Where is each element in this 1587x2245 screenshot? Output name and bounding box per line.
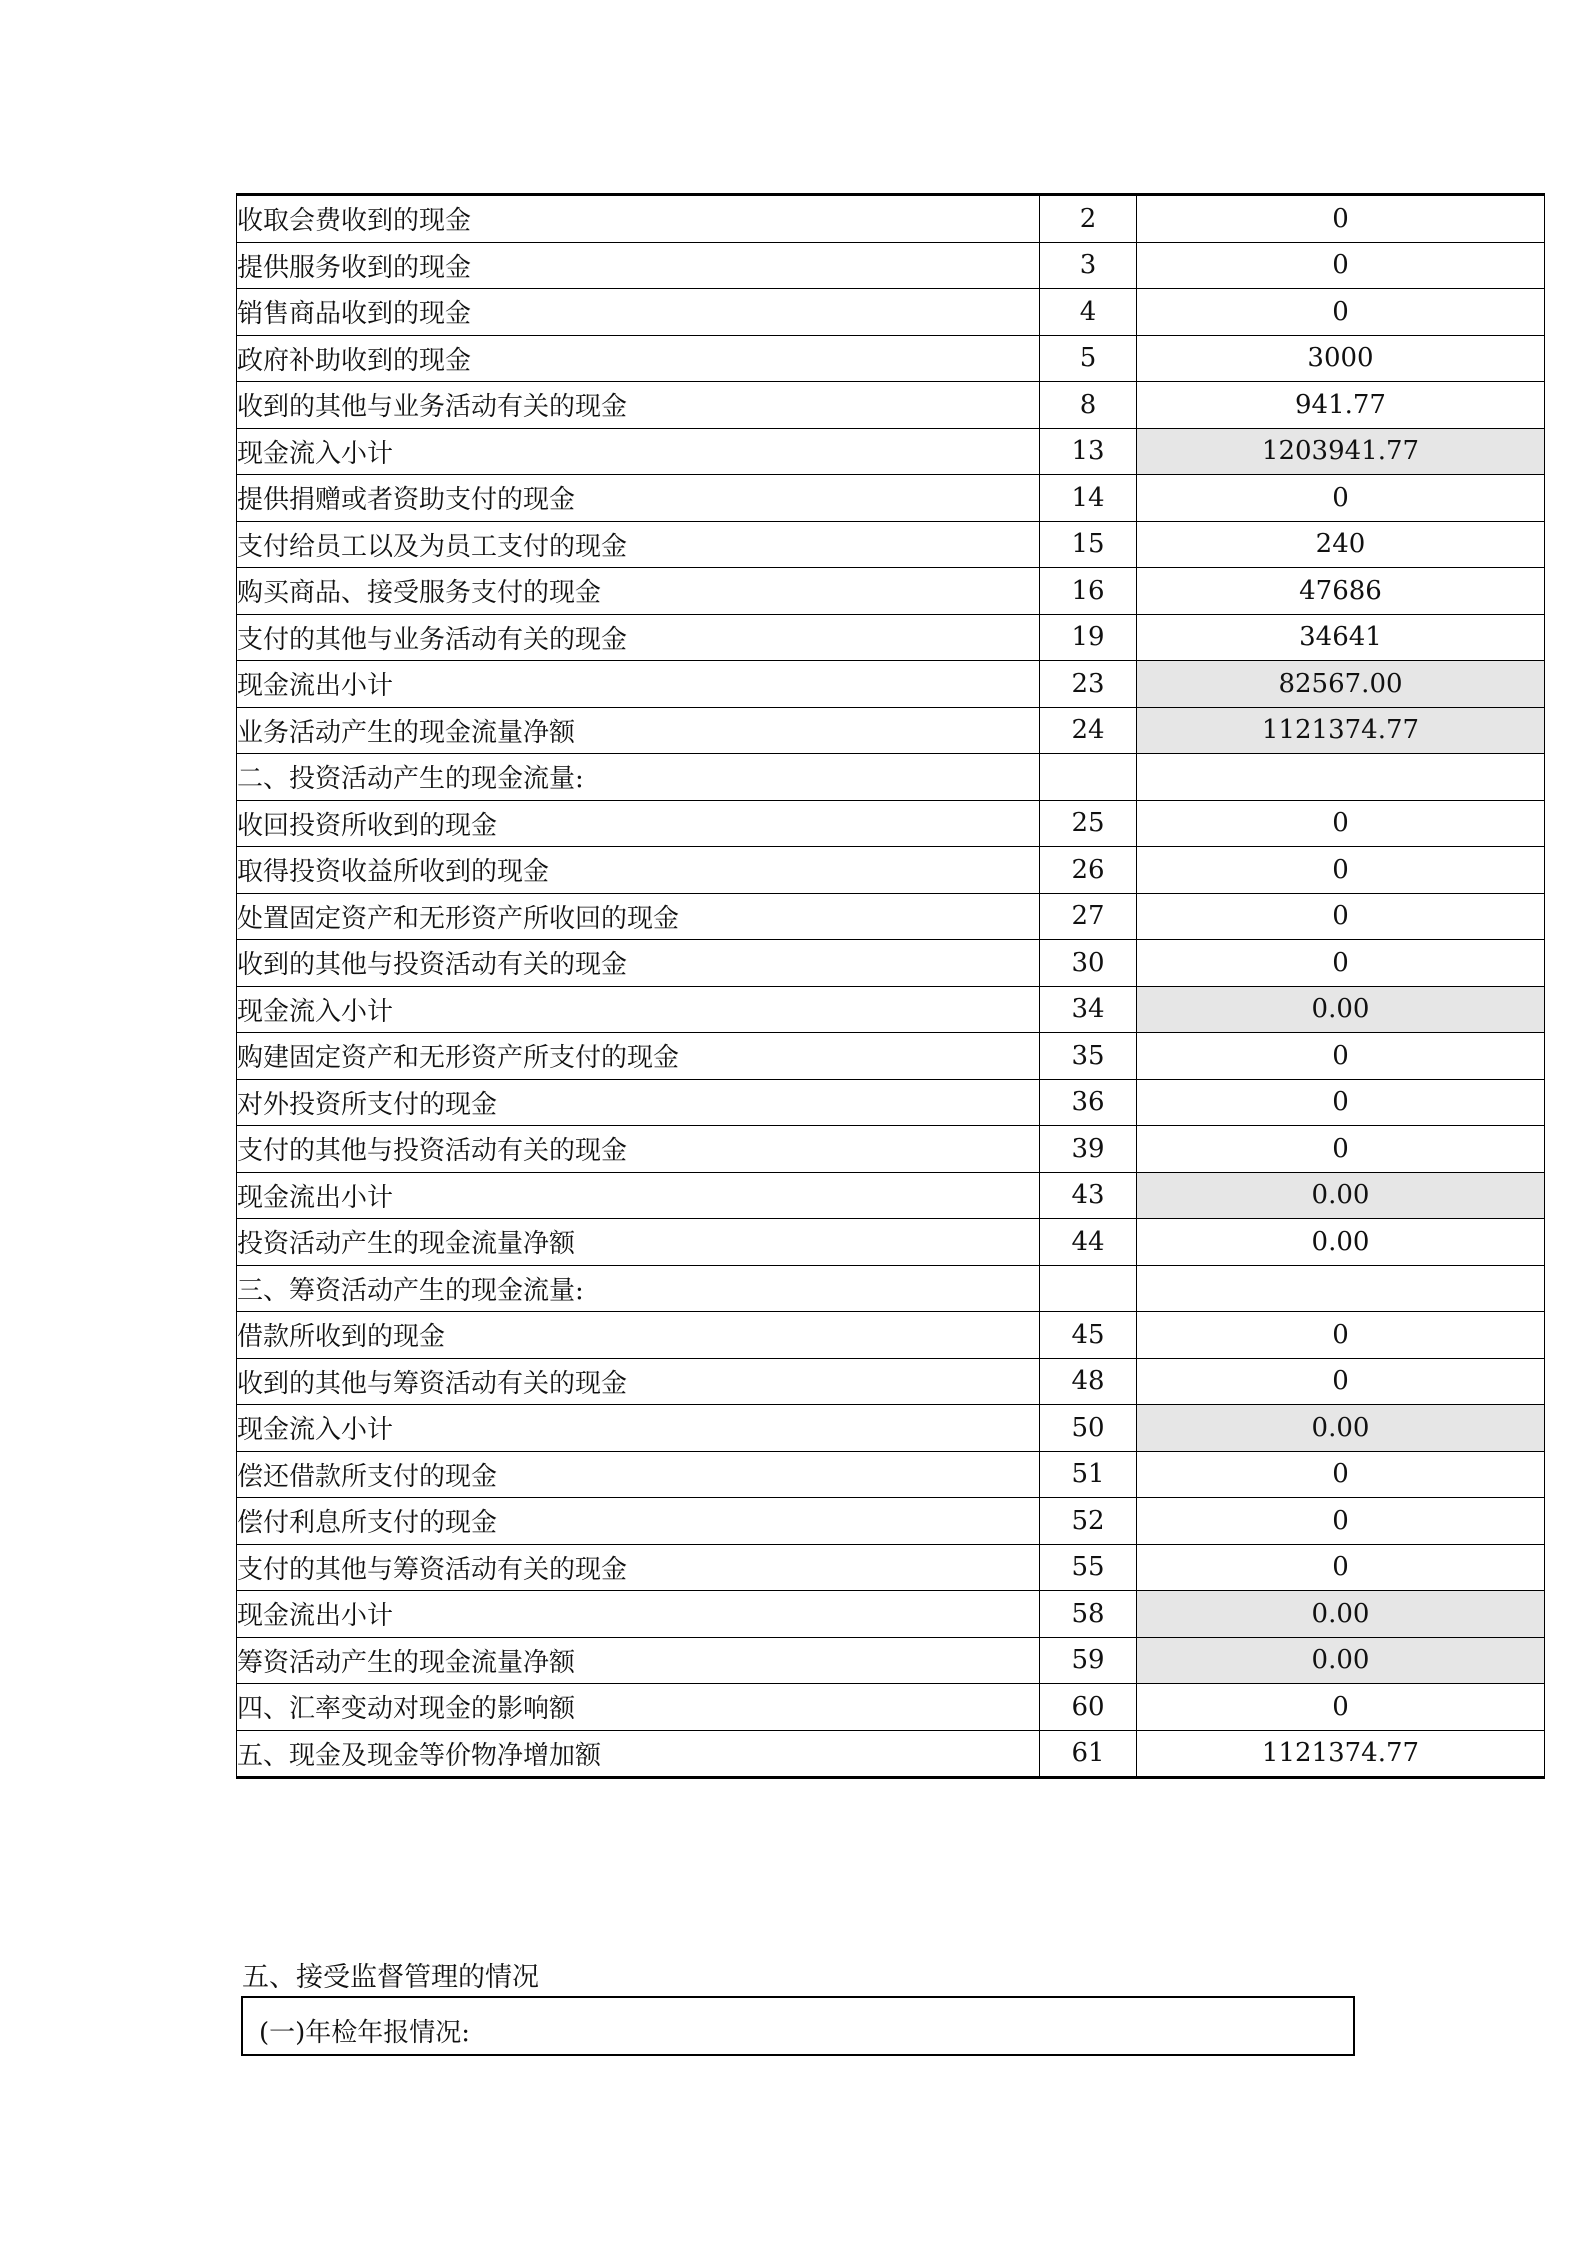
table-row bbox=[237, 289, 1545, 336]
row-label: 借款所收到的现金 bbox=[237, 1312, 1040, 1359]
table-row bbox=[237, 707, 1545, 754]
table-row bbox=[237, 1591, 1545, 1638]
row-label: 支付的其他与筹资活动有关的现金 bbox=[237, 1544, 1040, 1591]
row-amount: 0.00 bbox=[1137, 986, 1545, 1033]
row-line-number: 26 bbox=[1040, 847, 1137, 894]
row-amount: 0 bbox=[1137, 289, 1545, 336]
row-amount: 0 bbox=[1137, 1126, 1545, 1173]
table-row bbox=[237, 1079, 1545, 1126]
table-row bbox=[237, 568, 1545, 615]
table-row bbox=[237, 1358, 1545, 1405]
row-amount: 0 bbox=[1137, 1498, 1545, 1545]
row-amount: 0 bbox=[1137, 1451, 1545, 1498]
row-amount: 47686 bbox=[1137, 568, 1545, 615]
row-line-number: 15 bbox=[1040, 521, 1137, 568]
row-label: 现金流入小计 bbox=[237, 428, 1040, 475]
row-line-number: 3 bbox=[1040, 242, 1137, 289]
row-amount: 0 bbox=[1137, 1358, 1545, 1405]
row-amount: 240 bbox=[1137, 521, 1545, 568]
table-row bbox=[237, 1684, 1545, 1731]
row-label: 对外投资所支付的现金 bbox=[237, 1079, 1040, 1126]
row-label: 现金流出小计 bbox=[237, 661, 1040, 708]
row-amount: 0.00 bbox=[1137, 1591, 1545, 1638]
table-row bbox=[237, 1730, 1545, 1778]
row-label: 业务活动产生的现金流量净额 bbox=[237, 707, 1040, 754]
annual-check-label: (一)年检年报情况: bbox=[259, 2018, 471, 2048]
row-line-number: 23 bbox=[1040, 661, 1137, 708]
row-label: 筹资活动产生的现金流量净额 bbox=[237, 1637, 1040, 1684]
row-line-number: 48 bbox=[1040, 1358, 1137, 1405]
row-line-number: 39 bbox=[1040, 1126, 1137, 1173]
row-line-number: 50 bbox=[1040, 1405, 1137, 1452]
row-label: 购建固定资产和无形资产所支付的现金 bbox=[237, 1033, 1040, 1080]
row-line-number: 5 bbox=[1040, 335, 1137, 382]
row-line-number: 58 bbox=[1040, 1591, 1137, 1638]
row-amount bbox=[1137, 754, 1545, 801]
row-amount: 3000 bbox=[1137, 335, 1545, 382]
row-amount: 0.00 bbox=[1137, 1219, 1545, 1266]
table-row bbox=[237, 800, 1545, 847]
row-line-number: 45 bbox=[1040, 1312, 1137, 1359]
table-row bbox=[237, 1172, 1545, 1219]
row-line-number: 24 bbox=[1040, 707, 1137, 754]
row-label: 取得投资收益所收到的现金 bbox=[237, 847, 1040, 894]
row-line-number: 34 bbox=[1040, 986, 1137, 1033]
row-amount: 1121374.77 bbox=[1137, 1730, 1545, 1778]
table-row bbox=[237, 1405, 1545, 1452]
row-label: 购买商品、接受服务支付的现金 bbox=[237, 568, 1040, 615]
row-line-number bbox=[1040, 754, 1137, 801]
row-amount: 0 bbox=[1137, 893, 1545, 940]
row-label: 现金流入小计 bbox=[237, 1405, 1040, 1452]
row-label: 二、投资活动产生的现金流量: bbox=[237, 754, 1040, 801]
row-label: 销售商品收到的现金 bbox=[237, 289, 1040, 336]
table-row bbox=[237, 1544, 1545, 1591]
row-label: 现金流入小计 bbox=[237, 986, 1040, 1033]
row-line-number: 35 bbox=[1040, 1033, 1137, 1080]
row-line-number: 52 bbox=[1040, 1498, 1137, 1545]
row-line-number: 25 bbox=[1040, 800, 1137, 847]
row-label: 三、筹资活动产生的现金流量: bbox=[237, 1265, 1040, 1312]
row-label: 五、现金及现金等价物净增加额 bbox=[237, 1730, 1040, 1778]
row-line-number: 13 bbox=[1040, 428, 1137, 475]
table-row bbox=[237, 986, 1545, 1033]
table-row bbox=[237, 521, 1545, 568]
row-label: 政府补助收到的现金 bbox=[237, 335, 1040, 382]
table-row bbox=[237, 382, 1545, 429]
row-line-number bbox=[1040, 1265, 1137, 1312]
table-row bbox=[237, 1265, 1545, 1312]
row-amount: 0 bbox=[1137, 475, 1545, 522]
table-row bbox=[237, 614, 1545, 661]
table-row bbox=[237, 242, 1545, 289]
row-label: 收到的其他与投资活动有关的现金 bbox=[237, 940, 1040, 987]
row-amount: 0 bbox=[1137, 1684, 1545, 1731]
cash-flow-table-body bbox=[237, 195, 1545, 1778]
row-label: 处置固定资产和无形资产所收回的现金 bbox=[237, 893, 1040, 940]
table-row bbox=[237, 195, 1545, 243]
table-row bbox=[237, 475, 1545, 522]
row-amount: 0.00 bbox=[1137, 1637, 1545, 1684]
row-label: 支付给员工以及为员工支付的现金 bbox=[237, 521, 1040, 568]
row-label: 支付的其他与业务活动有关的现金 bbox=[237, 614, 1040, 661]
row-line-number: 14 bbox=[1040, 475, 1137, 522]
row-amount: 0 bbox=[1137, 847, 1545, 894]
cash-flow-table bbox=[236, 193, 1545, 1779]
row-label: 收回投资所收到的现金 bbox=[237, 800, 1040, 847]
row-amount: 0 bbox=[1137, 1079, 1545, 1126]
row-amount: 0 bbox=[1137, 195, 1545, 243]
row-label: 收到的其他与筹资活动有关的现金 bbox=[237, 1358, 1040, 1405]
row-amount: 0.00 bbox=[1137, 1172, 1545, 1219]
row-label: 提供服务收到的现金 bbox=[237, 242, 1040, 289]
table-row bbox=[237, 1126, 1545, 1173]
row-amount: 0 bbox=[1137, 242, 1545, 289]
table-row bbox=[237, 1312, 1545, 1359]
row-amount: 0 bbox=[1137, 940, 1545, 987]
row-line-number: 30 bbox=[1040, 940, 1137, 987]
table-row bbox=[237, 754, 1545, 801]
row-label: 支付的其他与投资活动有关的现金 bbox=[237, 1126, 1040, 1173]
row-label: 收到的其他与业务活动有关的现金 bbox=[237, 382, 1040, 429]
table-row bbox=[237, 1498, 1545, 1545]
row-amount: 0 bbox=[1137, 1312, 1545, 1359]
row-line-number: 55 bbox=[1040, 1544, 1137, 1591]
table-row bbox=[237, 428, 1545, 475]
row-label: 投资活动产生的现金流量净额 bbox=[237, 1219, 1040, 1266]
row-amount: 82567.00 bbox=[1137, 661, 1545, 708]
row-label: 提供捐赠或者资助支付的现金 bbox=[237, 475, 1040, 522]
row-amount: 0.00 bbox=[1137, 1405, 1545, 1452]
row-amount: 941.77 bbox=[1137, 382, 1545, 429]
table-row bbox=[237, 940, 1545, 987]
table-row bbox=[237, 1451, 1545, 1498]
row-label: 偿还借款所支付的现金 bbox=[237, 1451, 1040, 1498]
row-amount: 0 bbox=[1137, 1544, 1545, 1591]
supervision-section-title: 五、接受监督管理的情况 bbox=[242, 1962, 539, 1993]
row-line-number: 19 bbox=[1040, 614, 1137, 661]
row-amount: 0 bbox=[1137, 1033, 1545, 1080]
row-line-number: 43 bbox=[1040, 1172, 1137, 1219]
row-line-number: 4 bbox=[1040, 289, 1137, 336]
table-row bbox=[237, 847, 1545, 894]
row-label: 偿付利息所支付的现金 bbox=[237, 1498, 1040, 1545]
row-line-number: 27 bbox=[1040, 893, 1137, 940]
row-line-number: 36 bbox=[1040, 1079, 1137, 1126]
row-line-number: 16 bbox=[1040, 568, 1137, 615]
row-line-number: 44 bbox=[1040, 1219, 1137, 1266]
table-row bbox=[237, 1033, 1545, 1080]
table-row bbox=[237, 893, 1545, 940]
row-line-number: 51 bbox=[1040, 1451, 1137, 1498]
table-row bbox=[237, 1637, 1545, 1684]
row-amount: 34641 bbox=[1137, 614, 1545, 661]
row-line-number: 60 bbox=[1040, 1684, 1137, 1731]
table-row bbox=[237, 661, 1545, 708]
row-amount: 1121374.77 bbox=[1137, 707, 1545, 754]
row-amount bbox=[1137, 1265, 1545, 1312]
row-line-number: 61 bbox=[1040, 1730, 1137, 1778]
row-amount: 1203941.77 bbox=[1137, 428, 1545, 475]
annual-check-box bbox=[241, 1996, 1355, 2056]
row-label: 四、汇率变动对现金的影响额 bbox=[237, 1684, 1040, 1731]
table-row bbox=[237, 335, 1545, 382]
row-label: 收取会费收到的现金 bbox=[237, 195, 1040, 243]
row-line-number: 2 bbox=[1040, 195, 1137, 243]
row-line-number: 59 bbox=[1040, 1637, 1137, 1684]
row-line-number: 8 bbox=[1040, 382, 1137, 429]
row-amount: 0 bbox=[1137, 800, 1545, 847]
table-row bbox=[237, 1219, 1545, 1266]
row-label: 现金流出小计 bbox=[237, 1591, 1040, 1638]
row-label: 现金流出小计 bbox=[237, 1172, 1040, 1219]
